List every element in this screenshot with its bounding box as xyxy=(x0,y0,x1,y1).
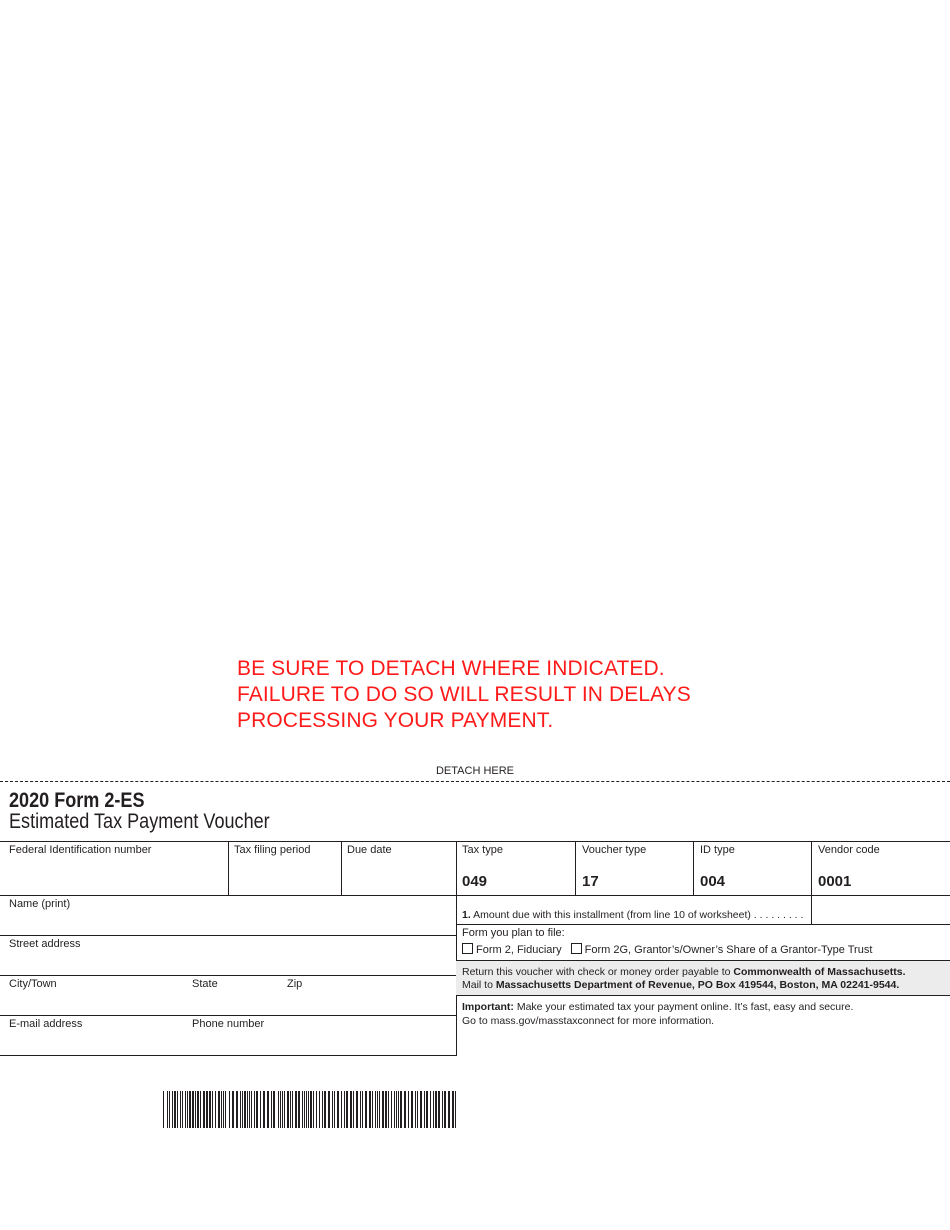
barcode-bar xyxy=(372,1091,373,1128)
barcode-bar xyxy=(195,1091,196,1128)
barcode-bar xyxy=(206,1091,208,1128)
form-2g-checkbox[interactable] xyxy=(571,943,582,954)
barcode-bar xyxy=(212,1091,213,1128)
barcode-bar xyxy=(236,1091,238,1128)
barcode-bar xyxy=(223,1091,224,1128)
barcode-bar xyxy=(218,1091,220,1128)
email-field[interactable]: E-mail address xyxy=(9,1018,83,1030)
name-field[interactable]: Name (print) xyxy=(9,898,71,910)
barcode-bar xyxy=(308,1091,309,1128)
barcode-bar xyxy=(221,1091,222,1128)
divider xyxy=(0,895,950,896)
barcode-bar xyxy=(420,1091,422,1128)
amount-due-text: Amount due with this installment (from line 10 of worksheet) . . . . . . . . . xyxy=(470,909,804,921)
divider xyxy=(456,995,950,996)
return-note-line-1 xyxy=(462,966,906,979)
barcode-bar xyxy=(382,1091,384,1128)
divider xyxy=(341,841,342,895)
barcode-bar xyxy=(287,1091,289,1128)
barcode-bar xyxy=(271,1091,272,1128)
barcode-bar xyxy=(430,1091,431,1128)
phone-field[interactable]: Phone number xyxy=(192,1018,265,1030)
barcode-bar xyxy=(426,1091,428,1128)
return-note-text: Return this voucher with check or money order payable to xyxy=(462,966,734,978)
barcode-bar xyxy=(385,1091,387,1128)
barcode-bar xyxy=(316,1091,317,1128)
barcode-bar xyxy=(260,1091,261,1128)
barcode-bar xyxy=(273,1091,275,1128)
barcode-bar xyxy=(172,1091,173,1128)
form-subtitle: Estimated Tax Payment Voucher xyxy=(9,810,270,833)
barcode-bar xyxy=(417,1091,418,1128)
id-type-label: ID type xyxy=(700,844,735,856)
barcode-bar xyxy=(452,1091,454,1128)
barcode-bar xyxy=(398,1091,399,1128)
barcode-bar xyxy=(163,1091,164,1128)
barcode-bar xyxy=(324,1091,326,1128)
barcode-bar xyxy=(197,1091,199,1128)
barcode-bar xyxy=(225,1091,226,1128)
warning-line-1: BE SURE TO DETACH WHERE INDICATED. xyxy=(237,657,665,680)
barcode-bar xyxy=(232,1091,234,1128)
warning-line-2: FAILURE TO DO SO WILL RESULT IN DELAYS xyxy=(237,683,691,706)
return-note-line-2 xyxy=(462,979,899,992)
barcode-bar xyxy=(365,1091,367,1128)
barcode xyxy=(163,1091,459,1128)
barcode-bar xyxy=(391,1091,392,1128)
important-note-line-2: Go to mass.gov/masstaxconnect for more information. xyxy=(462,1015,715,1027)
barcode-bar xyxy=(290,1091,291,1128)
barcode-bar xyxy=(396,1091,397,1128)
barcode-bar xyxy=(341,1091,342,1128)
barcode-bar xyxy=(209,1091,211,1128)
form-title: 2020 Form 2-ES xyxy=(9,789,145,812)
barcode-bar xyxy=(375,1091,376,1128)
zip-field[interactable]: Zip xyxy=(287,978,303,990)
barcode-bar xyxy=(328,1091,330,1128)
barcode-bar xyxy=(377,1091,378,1128)
barcode-bar xyxy=(344,1091,345,1128)
form-2g-option-label: Form 2G, Grantor’s/Owner’s Share of a Grantor-Type Trust xyxy=(584,944,873,956)
barcode-bar xyxy=(295,1091,297,1128)
barcode-bar xyxy=(337,1091,339,1128)
barcode-bar xyxy=(304,1091,305,1128)
divider xyxy=(575,841,576,895)
form-plan-options xyxy=(462,943,872,956)
line-number: 1. xyxy=(462,909,471,921)
barcode-bar xyxy=(362,1091,363,1128)
barcode-bar xyxy=(442,1091,443,1128)
tax-type-value: 049 xyxy=(462,873,488,890)
barcode-bar xyxy=(192,1091,194,1128)
barcode-bar xyxy=(254,1091,255,1128)
barcode-bar xyxy=(189,1091,191,1128)
street-address-field[interactable]: Street address xyxy=(9,938,81,950)
barcode-bar xyxy=(360,1091,361,1128)
barcode-bar xyxy=(203,1091,205,1128)
amount-due-input[interactable] xyxy=(812,896,950,924)
detach-label: DETACH HERE xyxy=(435,765,515,777)
divider xyxy=(0,935,456,936)
barcode-bar xyxy=(455,1091,456,1128)
divider xyxy=(0,1055,457,1056)
barcode-bar xyxy=(167,1091,168,1128)
voucher-type-label: Voucher type xyxy=(582,844,647,856)
barcode-bar xyxy=(247,1091,248,1128)
form-2-option-label: Form 2, Fiduciary xyxy=(476,944,562,956)
divider xyxy=(0,1015,456,1016)
barcode-bar xyxy=(435,1091,437,1128)
barcode-bar xyxy=(249,1091,250,1128)
barcode-bar xyxy=(240,1091,241,1128)
barcode-bar xyxy=(310,1091,312,1128)
barcode-bar xyxy=(215,1091,216,1128)
barcode-bar xyxy=(242,1091,243,1128)
barcode-bar xyxy=(379,1091,380,1128)
barcode-bar xyxy=(356,1091,358,1128)
barcode-bar xyxy=(292,1091,293,1128)
barcode-bar xyxy=(177,1091,178,1128)
detach-warning xyxy=(237,656,797,734)
form-2-checkbox[interactable] xyxy=(462,943,473,954)
important-text: Make your estimated tax your payment online. It’s fast, easy and secure. xyxy=(513,1001,854,1013)
barcode-bar xyxy=(444,1091,446,1128)
barcode-bar xyxy=(438,1091,440,1128)
due-date-field[interactable]: Due date xyxy=(347,844,392,856)
barcode-bar xyxy=(388,1091,389,1128)
divider xyxy=(228,841,229,895)
barcode-bar xyxy=(174,1091,176,1128)
barcode-bar xyxy=(400,1091,402,1128)
barcode-bar xyxy=(180,1091,181,1128)
barcode-bar xyxy=(346,1091,348,1128)
barcode-bar xyxy=(200,1091,201,1128)
tax-type-label: Tax type xyxy=(462,844,503,856)
barcode-bar xyxy=(408,1091,409,1128)
voucher-type-value: 17 xyxy=(582,873,599,890)
id-type-value: 004 xyxy=(700,873,726,890)
divider xyxy=(693,841,694,895)
barcode-bar xyxy=(278,1091,279,1128)
payee-name: Commonwealth of Massachusetts. xyxy=(733,966,906,978)
barcode-bar xyxy=(263,1091,265,1128)
barcode-bar xyxy=(302,1091,303,1128)
barcode-bar xyxy=(169,1091,170,1128)
barcode-bar xyxy=(284,1091,285,1128)
detach-line[interactable] xyxy=(0,781,950,782)
barcode-bar xyxy=(433,1091,434,1128)
divider xyxy=(456,841,457,1055)
barcode-bar xyxy=(256,1091,258,1128)
important-note-line-1 xyxy=(462,1001,853,1014)
mail-to-text: Mail to xyxy=(462,979,496,991)
warning-line-3: PROCESSING YOUR PAYMENT. xyxy=(237,709,554,732)
barcode-bar xyxy=(334,1091,335,1128)
barcode-bar xyxy=(298,1091,300,1128)
barcode-bar xyxy=(394,1091,395,1128)
barcode-bar xyxy=(187,1091,188,1128)
mailing-address: Massachusetts Department of Revenue, PO Box 419544, Boston, MA 02241-9544. xyxy=(495,979,900,991)
barcode-bar xyxy=(353,1091,354,1128)
barcode-bar xyxy=(424,1091,425,1128)
divider xyxy=(0,975,456,976)
divider xyxy=(0,841,950,842)
barcode-bar xyxy=(448,1091,450,1128)
barcode-bar xyxy=(319,1091,320,1128)
important-label: Important: xyxy=(462,1001,514,1013)
barcode-bar xyxy=(229,1091,230,1128)
amount-due-label xyxy=(462,909,803,921)
barcode-bar xyxy=(313,1091,314,1128)
city-field[interactable]: City/Town xyxy=(9,978,57,990)
barcode-bar xyxy=(404,1091,406,1128)
vendor-code-label: Vendor code xyxy=(818,844,880,856)
barcode-bar xyxy=(185,1091,186,1128)
tax-filing-period-field[interactable]: Tax filing period xyxy=(234,844,311,856)
barcode-bar xyxy=(182,1091,183,1128)
barcode-bar xyxy=(244,1091,246,1128)
barcode-bar xyxy=(322,1091,323,1128)
form-plan-label: Form you plan to file: xyxy=(462,927,565,939)
barcode-bar xyxy=(350,1091,352,1128)
barcode-bar xyxy=(415,1091,416,1128)
barcode-bar xyxy=(332,1091,333,1128)
barcode-bar xyxy=(282,1091,283,1128)
vendor-code-value: 0001 xyxy=(818,873,852,890)
barcode-bar xyxy=(251,1091,252,1128)
barcode-bar xyxy=(306,1091,307,1128)
state-field[interactable]: State xyxy=(192,978,218,990)
federal-id-field[interactable]: Federal Identification number xyxy=(9,844,152,856)
divider xyxy=(456,924,950,925)
barcode-bar xyxy=(411,1091,413,1128)
barcode-bar xyxy=(267,1091,269,1128)
barcode-bar xyxy=(369,1091,371,1128)
barcode-bar xyxy=(280,1091,281,1128)
